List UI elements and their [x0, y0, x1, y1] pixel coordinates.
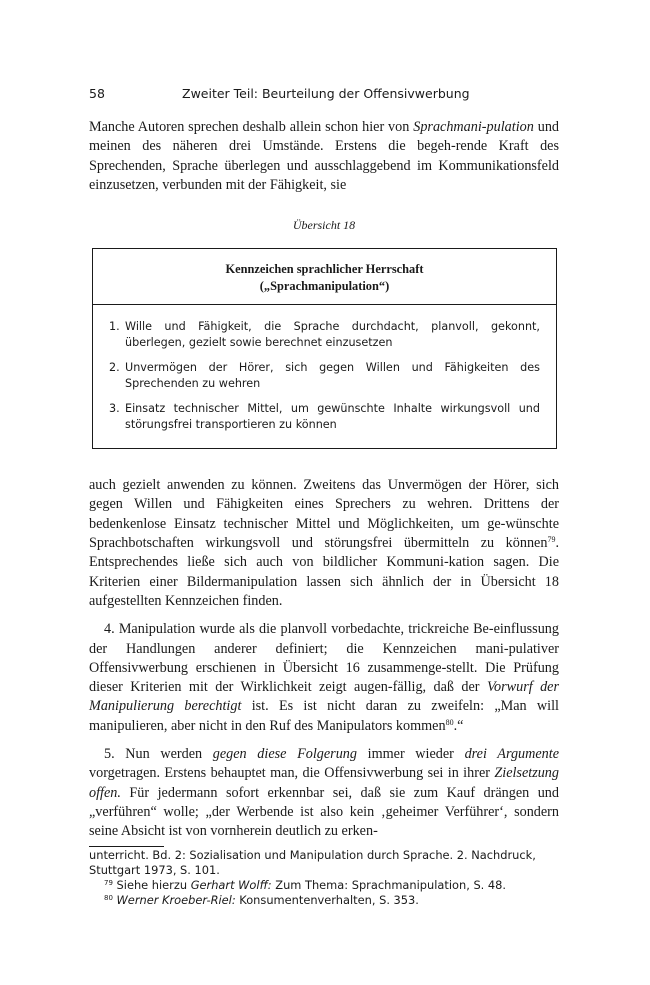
overview-heading	[93, 249, 556, 305]
text-run: 4. Manipulation wurde als die planvoll vorbedachte, trickreiche Be-einflussung der Handlungen anderer definiert; die Kennzeichen mani-pulativer Offensivwerbung erschienen in Übersicht 16 zusammenge-stellt. Die Prüfung dieser Kriterien mit der Wirklichkeit zeigt augen-fällig, daß der	[89, 621, 559, 696]
emphasis-vorwurf: Vorwurf der Manipulierung berechtigt	[89, 679, 559, 715]
body-paragraph-5	[89, 745, 559, 841]
running-title: Zweiter Teil: Beurteilung der Offensivwerbung	[182, 86, 470, 101]
emphasis-zielsetzung: Zielsetzung offen.	[89, 765, 559, 801]
overview-heading-line2: („Sprachmanipulation“)	[259, 279, 390, 294]
text-run: auch gezielt anwenden zu können. Zweitens das Unvermögen der Hörer, sich gegen Willen und Fähigkeiten eines Sprechers zu wehren. Drittens der bedenkenlose Einsatz technischer Mittel und Möglichkeiten, um ge-wünschte Sprachbotschaften wirkungsvoll und störungsfrei übermitteln zu können	[89, 477, 559, 552]
text-run: . Entsprechendes ließe sich auch von bildlicher Kommuni-kation sagen. Die Kriterien einer Bildermanipulation lassen sich ähnlich der in Übersicht 18 aufgestellten Kennzeichen finden.	[89, 535, 559, 609]
list-item-text: Einsatz technischer Mittel, um gewünschte Inhalte wirkungsvoll und störungsfrei transportieren zu können	[125, 402, 540, 431]
text-run: Konsumentenverhalten, S. 353.	[235, 893, 419, 908]
list-item	[109, 360, 540, 391]
list-item-number: 2.	[109, 361, 120, 375]
footnote-continuation: unterricht. Bd. 2: Sozialisation und Manipulation durch Sprache. 2. Nachdruck, Stuttgart 1973, S. 101.	[89, 847, 536, 877]
footnotes	[89, 848, 559, 909]
body-paragraph-4	[89, 620, 559, 736]
text-run: Manche Autoren sprechen deshalb allein schon hier von	[89, 119, 414, 135]
text-run: vorgetragen. Erstens behauptet man, die Offensivwerbung sei in ihrer	[89, 765, 495, 782]
list-item-text: Unvermögen der Hörer, sich gegen Willen und Fähigkeiten des Sprechenden zu wehren	[125, 361, 540, 390]
footnote-ref-80[interactable]: 80	[445, 717, 454, 727]
list-item	[109, 401, 540, 432]
list-item-text: Wille und Fähigkeit, die Sprache durchdacht, planvoll, gekonnt, überlegen, gezielt sowie berechnet einzusetzen	[125, 320, 540, 349]
text-run: Zum Thema: Sprachmanipulation, S. 48.	[271, 878, 507, 893]
footnote-80	[89, 893, 559, 908]
footnote-79	[89, 878, 559, 893]
overview-list	[93, 305, 556, 448]
text-run: immer wieder	[356, 746, 465, 763]
text-run: Siehe hierzu	[112, 878, 191, 893]
body-paragraph-continuation	[89, 476, 559, 611]
overview-caption: Übersicht 18	[292, 218, 356, 233]
intro-paragraph	[89, 118, 559, 195]
emphasis-argumente: drei Argumente	[464, 746, 560, 763]
footnote-author: Gerhart Wolff:	[190, 878, 272, 893]
text-run: Für jedermann sofort erkennbar sei, daß sie zum Kauf drängen und „verführen“ wolle; „der Werbende ist also kein ‚geheimer Verführer‘, sondern seine Absicht ist von vornherein deutlich zu erken-	[89, 784, 559, 840]
footnote-separator	[89, 846, 164, 847]
text-run: .“	[453, 717, 464, 734]
text-run: ist. Es ist nicht daran zu zweifeln: „Man will manipulieren, aber nicht in den Ruf des Manipulators kommen	[89, 698, 559, 734]
footnote-number: 80	[104, 894, 113, 903]
list-item-number: 3.	[109, 402, 120, 416]
text-run: und meinen des näheren drei Umstände. Erstens die begeh-rende Kraft des Sprechenden, Sprache überlegen und ausschlaggebend im Kommunikationsfeld einzusetzen, verbunden mit der Fähigkeit, sie	[89, 119, 559, 193]
page-number: 58	[89, 86, 105, 101]
text-run: 5. Nun werden	[104, 746, 213, 763]
overview-heading-line1: Kennzeichen sprachlicher Herrschaft	[225, 262, 424, 277]
running-head	[89, 86, 559, 108]
emphasis-folgerung: gegen diese Folgerung	[212, 746, 357, 763]
list-item-number: 1.	[109, 320, 120, 334]
footnote-ref-79[interactable]: 79	[547, 535, 556, 545]
emphasis-sprachmanipulation: Sprachmani-pulation	[413, 119, 534, 135]
list-item	[109, 319, 540, 350]
book-page	[89, 86, 559, 909]
overview-box	[92, 248, 557, 449]
footnote-author: Werner Kroeber-Riel:	[116, 893, 236, 908]
footnote-number: 79	[104, 879, 113, 888]
